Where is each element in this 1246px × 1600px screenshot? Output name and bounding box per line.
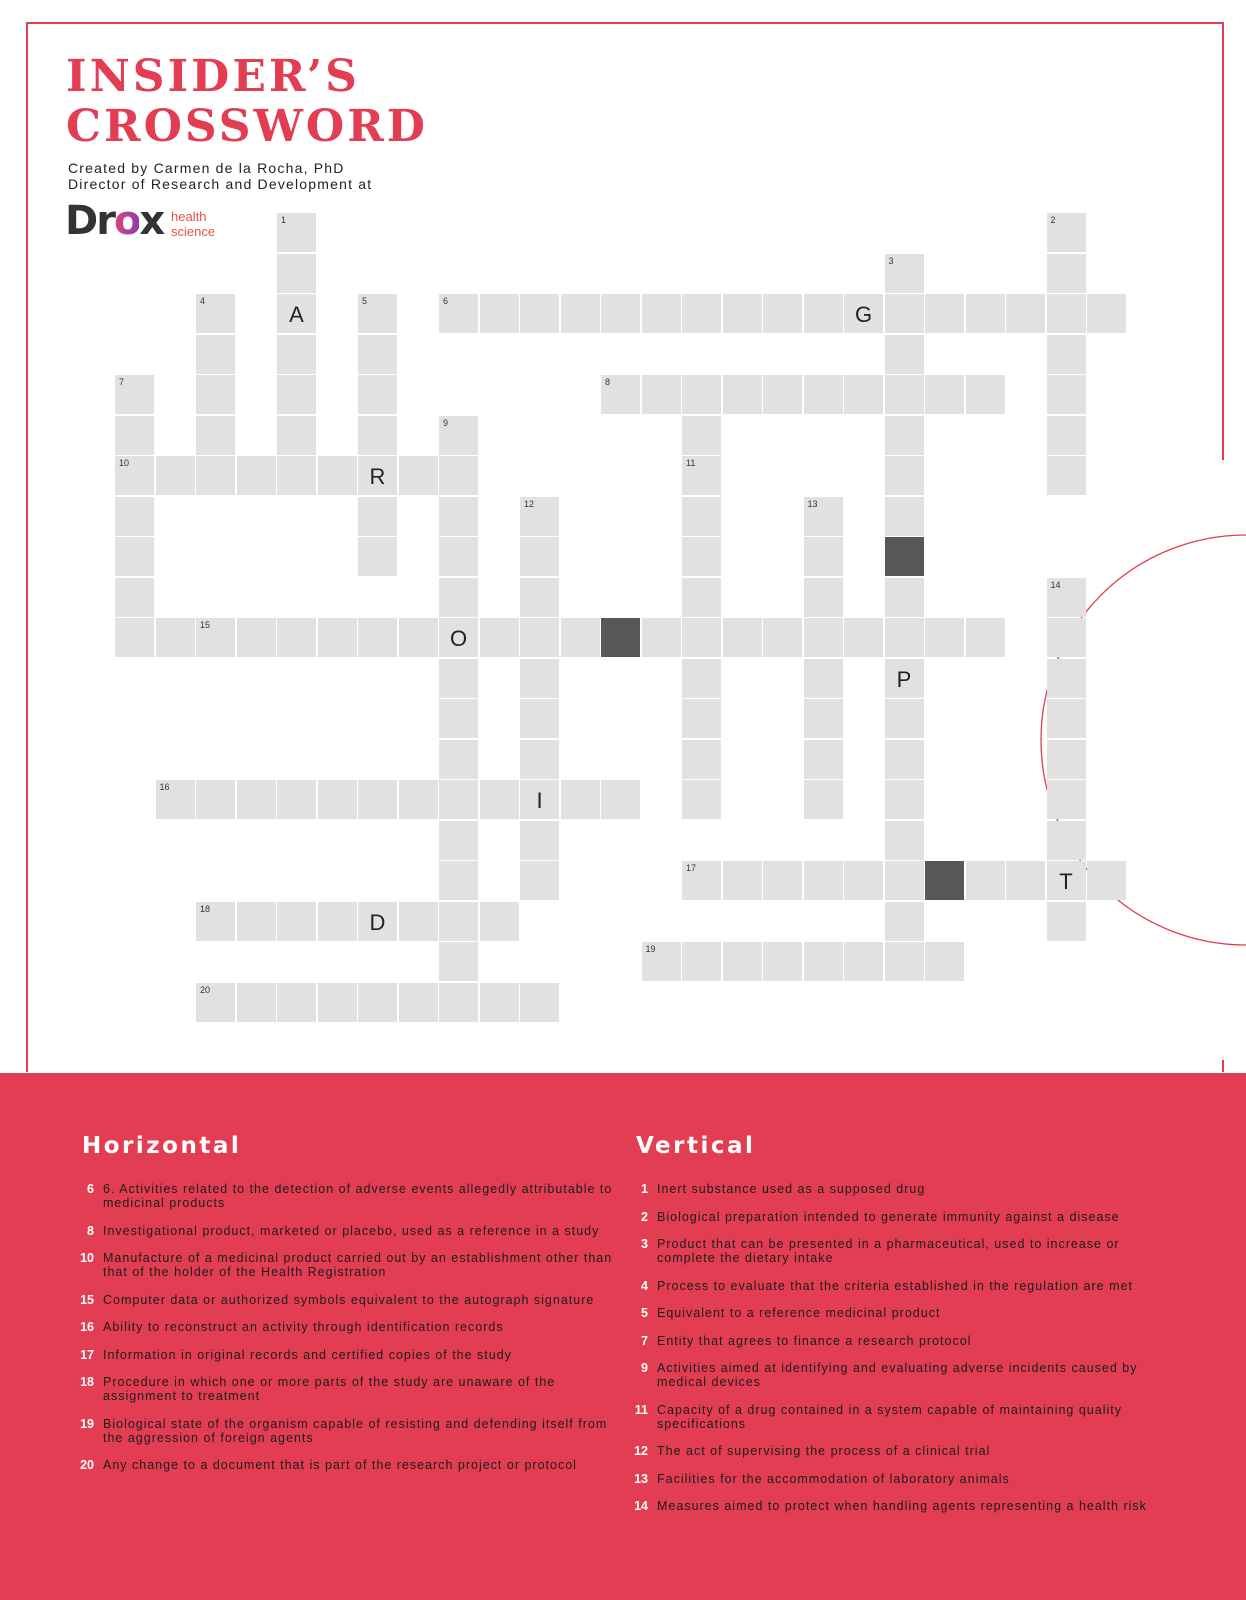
clue-number: 12 [634, 1444, 648, 1458]
crossword-cell[interactable] [439, 821, 478, 860]
crossword-cell[interactable] [804, 537, 843, 576]
crossword-cell[interactable] [156, 456, 195, 495]
crossword-cell[interactable] [601, 780, 640, 819]
crossword-cell[interactable] [196, 780, 235, 819]
crossword-cell[interactable] [966, 861, 1005, 900]
crossword-cell[interactable] [682, 699, 721, 738]
crossword-cell[interactable] [844, 618, 883, 657]
crossword-cell[interactable] [277, 902, 316, 941]
crossword-cell[interactable] [885, 456, 924, 495]
crossword-cell[interactable] [682, 618, 721, 657]
crossword-cell[interactable] [682, 578, 721, 617]
clue-number: 20 [80, 1458, 94, 1472]
crossword-cell[interactable] [399, 780, 438, 819]
crossword-cell[interactable] [723, 618, 762, 657]
crossword-cell[interactable] [682, 740, 721, 779]
crossword-cell[interactable] [1047, 375, 1086, 414]
crossword-cell[interactable] [885, 578, 924, 617]
clue-text: Any change to a document that is part of the research project or protocol [103, 1458, 577, 1472]
crossword-cell[interactable] [520, 537, 559, 576]
clue-text: Activities aimed at identifying and evaluating adverse incidents caused by medical devices [657, 1361, 1138, 1389]
crossword-cell[interactable] [1047, 699, 1086, 738]
crossword-cell[interactable] [439, 416, 478, 455]
crossword-cell[interactable] [723, 375, 762, 414]
crossword-cell[interactable] [480, 294, 519, 333]
crossword-cell[interactable] [804, 699, 843, 738]
crossword-cell[interactable] [237, 780, 276, 819]
crossword-cell[interactable] [885, 942, 924, 981]
clue-number-label: 17 [686, 863, 697, 873]
crossword-cell[interactable] [804, 618, 843, 657]
crossword-cell[interactable] [1047, 780, 1086, 819]
crossword-cell[interactable] [439, 659, 478, 698]
crossword-cell[interactable] [844, 294, 883, 333]
crossword-cell[interactable] [885, 780, 924, 819]
crossword-cell[interactable] [804, 861, 843, 900]
crossword-cell[interactable] [196, 618, 235, 657]
clue-item [68, 1182, 613, 1210]
crossword-cell[interactable] [804, 740, 843, 779]
clue-text: The act of supervising the process of a clinical trial [657, 1444, 991, 1458]
clue-number-label: 13 [807, 498, 818, 509]
clue-item [622, 1182, 1152, 1196]
clue-number: 4 [641, 1278, 648, 1293]
clue-number-label: 9 [443, 417, 449, 428]
crossword-cell[interactable] [1087, 294, 1126, 333]
crossword-cell[interactable] [115, 456, 154, 495]
clue-text: Measures aimed to protect when handling agents representing a health risk [657, 1499, 1147, 1513]
given-letter: O [449, 626, 468, 651]
crossword-cell[interactable] [966, 375, 1005, 414]
clue-number: 9 [641, 1361, 648, 1375]
clue-text: Process to evaluate that the criteria established in the regulation are met [657, 1278, 1133, 1293]
logo-subtitle-line-2: science [171, 224, 216, 239]
clue-item [622, 1403, 1152, 1431]
clue-item [622, 1361, 1152, 1389]
clue-number-label: 7 [119, 377, 125, 387]
clue-number: 14 [634, 1499, 648, 1513]
clue-number: 5 [641, 1306, 648, 1320]
crossword-cell[interactable] [723, 861, 762, 900]
crossword-cell[interactable] [439, 983, 478, 1022]
clue-item [622, 1210, 1152, 1224]
crossword-cell[interactable] [237, 902, 276, 941]
crossword-cell[interactable] [439, 780, 478, 819]
logo-wordmark-d: Dr [65, 198, 114, 244]
clue-text: Manufacture of a medicinal product carried out by an establishment other than that of the holder of the Health Registration [103, 1251, 613, 1279]
clue-number: 1 [641, 1182, 648, 1196]
crossword-cell[interactable] [804, 294, 843, 333]
crossword-cell[interactable] [682, 497, 721, 536]
crossword-cell[interactable] [1047, 578, 1086, 617]
clue-number-label: 11 [686, 458, 696, 468]
clue-item [68, 1251, 613, 1279]
credits-line-2: Director of Research and Development at [68, 176, 373, 192]
crossword-cell[interactable] [439, 699, 478, 738]
crossword-cell[interactable] [885, 497, 924, 536]
crossword-cell[interactable] [885, 416, 924, 455]
crossword-cell[interactable] [318, 902, 357, 941]
horizontal-heading: Horizontal [82, 1133, 242, 1159]
clue-number: 17 [80, 1347, 94, 1362]
clue-number: 8 [87, 1223, 94, 1238]
clue-text: Procedure in which one or more parts of the study are unaware of the assignment to treatment [103, 1375, 556, 1403]
crossword-cell[interactable] [520, 780, 559, 819]
crossword-cell[interactable] [439, 902, 478, 941]
crossword-cell[interactable] [439, 497, 478, 536]
crossword-cell[interactable] [439, 740, 478, 779]
clue-text: Capacity of a drug contained in a system capable of maintaining quality specifications [657, 1402, 1122, 1431]
crossword-cell[interactable] [358, 780, 397, 819]
crossword-cell[interactable] [399, 456, 438, 495]
clue-item [68, 1320, 613, 1334]
clue-item [622, 1237, 1152, 1265]
crossword-cell[interactable] [277, 780, 316, 819]
clue-text: Biological preparation intended to generate immunity against a disease [657, 1209, 1120, 1224]
crossword-cell[interactable] [1047, 456, 1086, 495]
crossword-cell[interactable] [520, 497, 559, 536]
crossword-cell[interactable] [358, 537, 397, 576]
crossword-cell[interactable] [115, 578, 154, 617]
clue-number-label: 1 [281, 215, 287, 225]
crossword-cell[interactable] [682, 537, 721, 576]
clue-number-label: 10 [119, 458, 130, 468]
crossword-cell[interactable] [520, 740, 559, 779]
crossword-cell[interactable] [1047, 213, 1086, 252]
clue-text: Information in original records and certified copies of the study [103, 1347, 512, 1362]
crossword-cell[interactable] [358, 902, 397, 941]
logo-wordmark-o: o [113, 198, 140, 244]
clue-number: 19 [80, 1416, 94, 1431]
given-letter: A [289, 302, 304, 327]
clue-number: 15 [80, 1292, 94, 1307]
clue-item [622, 1472, 1152, 1486]
clue-text: Computer data or authorized symbols equivalent to the autograph signature [103, 1292, 595, 1307]
clue-item [622, 1306, 1152, 1320]
clue-text: Inert substance used as a supposed drug [657, 1182, 926, 1196]
crossword-cell[interactable] [925, 294, 964, 333]
clue-number-label: 6 [443, 296, 449, 306]
crossword-cell[interactable] [115, 537, 154, 576]
clue-number-label: 14 [1050, 579, 1061, 590]
crossword-cell[interactable] [1047, 659, 1086, 698]
crossword-cell[interactable] [196, 902, 235, 941]
crossword-cell[interactable] [885, 294, 924, 333]
clue-number: 18 [80, 1375, 94, 1389]
clue-number-label: 19 [645, 944, 656, 954]
crossword-cell[interactable] [1047, 335, 1086, 374]
clue-number: 2 [641, 1209, 648, 1224]
crossword-cell[interactable] [885, 335, 924, 374]
crossword-cell[interactable] [885, 659, 924, 698]
crossword-cell[interactable] [925, 942, 964, 981]
crossword-cell[interactable] [480, 902, 519, 941]
clue-text: Facilities for the accommodation of laboratory animals [657, 1471, 1010, 1486]
crossword-cell[interactable] [885, 254, 924, 293]
crossword-cell[interactable] [277, 456, 316, 495]
crossword-cell[interactable] [196, 416, 235, 455]
clue-number-label: 8 [605, 377, 611, 387]
clue-item [68, 1224, 613, 1238]
crossword-cell[interactable] [804, 659, 843, 698]
crossword-cell[interactable] [520, 294, 559, 333]
crossword-cell[interactable] [480, 983, 519, 1022]
clue-number: 6 [87, 1182, 94, 1196]
crossword-cell[interactable] [561, 618, 600, 657]
clue-number-label: 12 [524, 498, 535, 509]
crossword-cell[interactable] [601, 375, 640, 414]
clue-item [622, 1334, 1152, 1348]
crossword-cell[interactable] [642, 618, 681, 657]
crossword-cell[interactable] [885, 699, 924, 738]
given-letter: D [369, 909, 386, 935]
clue-item [68, 1375, 613, 1403]
crossword-cell[interactable] [277, 375, 316, 414]
crossword-cell[interactable] [682, 294, 721, 333]
crossword-cell[interactable] [115, 618, 154, 657]
title-line-2: CROSSWORD [66, 101, 428, 152]
clue-number-label: 18 [200, 903, 211, 914]
crossword-cell[interactable] [885, 902, 924, 941]
crossword-cell[interactable] [966, 294, 1005, 333]
clue-text: Entity that agrees to finance a research protocol [657, 1333, 972, 1348]
crossword-cell[interactable] [885, 618, 924, 657]
crossword-cell[interactable] [601, 294, 640, 333]
clue-text: 6. Activities related to the detection of adverse events allegedly attributable to medicinal products [103, 1182, 613, 1210]
crossword-cell[interactable] [115, 416, 154, 455]
crossword-cell[interactable] [885, 375, 924, 414]
crossword-cell[interactable] [885, 861, 924, 900]
crossword-cell[interactable] [804, 578, 843, 617]
clue-number-label: 3 [888, 255, 894, 266]
crossword-cell[interactable] [682, 456, 721, 495]
crossword-cell[interactable] [358, 618, 397, 657]
crossword-cell[interactable] [156, 780, 195, 819]
crossword-cell[interactable] [277, 416, 316, 455]
crossword-cell[interactable] [196, 456, 235, 495]
clue-number: 7 [641, 1333, 648, 1348]
crossword-cell[interactable] [439, 456, 478, 495]
crossword-cell[interactable] [277, 618, 316, 657]
crossword-cell[interactable] [925, 618, 964, 657]
crossword-cell[interactable] [682, 375, 721, 414]
given-letter: T [1059, 869, 1073, 894]
crossword-cell[interactable] [439, 537, 478, 576]
vertical-clue-list [622, 1182, 1152, 1527]
crossword-cell[interactable] [439, 618, 478, 657]
crossword-cell[interactable] [480, 618, 519, 657]
crossword-cell[interactable] [1087, 861, 1126, 900]
crossword-cell[interactable] [318, 780, 357, 819]
crossword-cell[interactable] [277, 213, 316, 252]
crossword-cell[interactable] [196, 375, 235, 414]
clue-item [622, 1499, 1152, 1513]
crossword-cell[interactable] [318, 983, 357, 1022]
crossword-cell[interactable] [156, 618, 195, 657]
crossword-cell[interactable] [1006, 294, 1045, 333]
crossword-cell[interactable] [682, 861, 721, 900]
crossword-block-cell [601, 618, 640, 657]
crossword-cell[interactable] [1047, 902, 1086, 941]
crossword-cell[interactable] [358, 416, 397, 455]
clue-item [68, 1417, 613, 1445]
crossword-cell[interactable] [804, 497, 843, 536]
crossword-cell[interactable] [561, 294, 600, 333]
clue-number-label: 5 [362, 296, 368, 306]
crossword-cell[interactable] [804, 375, 843, 414]
crossword-cell[interactable] [399, 902, 438, 941]
crossword-cell[interactable] [642, 294, 681, 333]
crossword-cell[interactable] [277, 983, 316, 1022]
clue-number: 11 [634, 1402, 648, 1417]
crossword-cell[interactable] [399, 983, 438, 1022]
crossword-cell[interactable] [277, 254, 316, 293]
clue-number: 3 [641, 1237, 648, 1251]
clue-text: Investigational product, marketed or placebo, used as a reference in a study [103, 1223, 600, 1238]
crossword-cell[interactable] [196, 335, 235, 374]
crossword-cell[interactable] [682, 659, 721, 698]
crossword-cell[interactable] [642, 942, 681, 981]
given-letter: R [369, 464, 386, 489]
given-letter: I [536, 788, 543, 813]
crossword-cell[interactable] [1047, 254, 1086, 293]
crossword-cell[interactable] [925, 375, 964, 414]
crossword-cell[interactable] [358, 375, 397, 414]
crossword-cell[interactable] [1047, 618, 1086, 657]
clue-number-label: 2 [1050, 215, 1056, 225]
crossword-cell[interactable] [844, 942, 883, 981]
crossword-cell[interactable] [1047, 861, 1086, 900]
crossword-cell[interactable] [237, 618, 276, 657]
clue-item [622, 1444, 1152, 1458]
crossword-cell[interactable] [439, 942, 478, 981]
crossword-cell[interactable] [885, 821, 924, 860]
crossword-cell[interactable] [804, 942, 843, 981]
crossword-cell[interactable] [520, 983, 559, 1022]
crossword-cell[interactable] [439, 294, 478, 333]
crossword-cell[interactable] [763, 294, 802, 333]
crossword-cell[interactable] [520, 821, 559, 860]
clue-number: 13 [634, 1471, 648, 1486]
crossword-cell[interactable] [439, 578, 478, 617]
clue-number: 10 [80, 1251, 94, 1265]
clue-number-label: 4 [200, 296, 206, 306]
clue-text: Product that can be presented in a pharmaceutical, used to increase or complete the dietary intake [657, 1237, 1120, 1265]
crossword-block-cell [885, 537, 924, 576]
clue-number-label: 16 [159, 782, 170, 792]
clue-item [68, 1293, 613, 1307]
crossword-cell[interactable] [885, 740, 924, 779]
title-line-1: INSIDER’S [66, 51, 360, 102]
crossword-cell[interactable] [723, 942, 762, 981]
crossword-cell[interactable] [237, 983, 276, 1022]
logo-wordmark-x: x [139, 198, 164, 244]
crossword-cell[interactable] [723, 294, 762, 333]
crossword-cell[interactable] [763, 375, 802, 414]
crossword-cell[interactable] [763, 942, 802, 981]
clue-number-label: 20 [200, 984, 211, 995]
crossword-cell[interactable] [966, 618, 1005, 657]
clue-text: Biological state of the organism capable of resisting and defending itself from the aggression of foreign agents [103, 1416, 608, 1445]
crossword-cell[interactable] [358, 335, 397, 374]
crossword-block-cell [925, 861, 964, 900]
crossword-cell[interactable] [520, 659, 559, 698]
crossword-cell[interactable] [196, 983, 235, 1022]
crossword-cell[interactable] [115, 497, 154, 536]
crossword-cell[interactable] [520, 618, 559, 657]
crossword-cell[interactable] [682, 942, 721, 981]
crossword-cell[interactable] [1047, 294, 1086, 333]
clue-item [68, 1348, 613, 1362]
crossword-cell[interactable] [682, 780, 721, 819]
crossword-cell[interactable] [682, 416, 721, 455]
clues-panel [0, 1073, 1246, 1600]
crossword-cell[interactable] [520, 578, 559, 617]
crossword-cell[interactable] [439, 861, 478, 900]
frame-right-border-lower [1222, 1060, 1224, 1072]
crossword-cell[interactable] [196, 294, 235, 333]
crossword-cell[interactable] [520, 699, 559, 738]
crossword-cell[interactable] [399, 618, 438, 657]
clue-item [68, 1458, 613, 1472]
clue-text: Ability to reconstruct an activity through identification records [103, 1320, 504, 1334]
logo-subtitle-line-1: health [171, 209, 207, 224]
clue-number-label: 15 [200, 620, 211, 630]
given-letter: P [896, 666, 912, 692]
crossword-cell[interactable] [318, 456, 357, 495]
crossword-cell[interactable] [1047, 821, 1086, 860]
crossword-cell[interactable] [237, 456, 276, 495]
crossword-cell[interactable] [358, 456, 397, 495]
clue-item [622, 1279, 1152, 1293]
crossword-cell[interactable] [358, 983, 397, 1022]
crossword-cell[interactable] [1006, 861, 1045, 900]
crossword-cell[interactable] [318, 618, 357, 657]
credits-line-1: Created by Carmen de la Rocha, PhD [68, 160, 345, 176]
crossword-cell[interactable] [277, 294, 316, 333]
given-letter: G [854, 302, 873, 327]
crossword-cell[interactable] [844, 375, 883, 414]
crossword-cell[interactable] [804, 780, 843, 819]
clue-number: 16 [80, 1320, 94, 1334]
crossword-cell[interactable] [561, 780, 600, 819]
crossword-cell[interactable] [763, 618, 802, 657]
crossword-cell[interactable] [763, 861, 802, 900]
clue-text: Equivalent to a reference medicinal product [657, 1306, 941, 1320]
crossword-cell[interactable] [115, 375, 154, 414]
crossword-cell[interactable] [480, 780, 519, 819]
crossword-cell[interactable] [358, 294, 397, 333]
crossword-cell[interactable] [844, 861, 883, 900]
crossword-cell[interactable] [1047, 740, 1086, 779]
crossword-cell[interactable] [520, 861, 559, 900]
vertical-heading: Vertical [636, 1133, 756, 1159]
horizontal-clue-list [68, 1182, 613, 1486]
crossword-cell[interactable] [642, 375, 681, 414]
crossword-cell[interactable] [358, 497, 397, 536]
crossword-cell[interactable] [277, 335, 316, 374]
crossword-cell[interactable] [1047, 416, 1086, 455]
